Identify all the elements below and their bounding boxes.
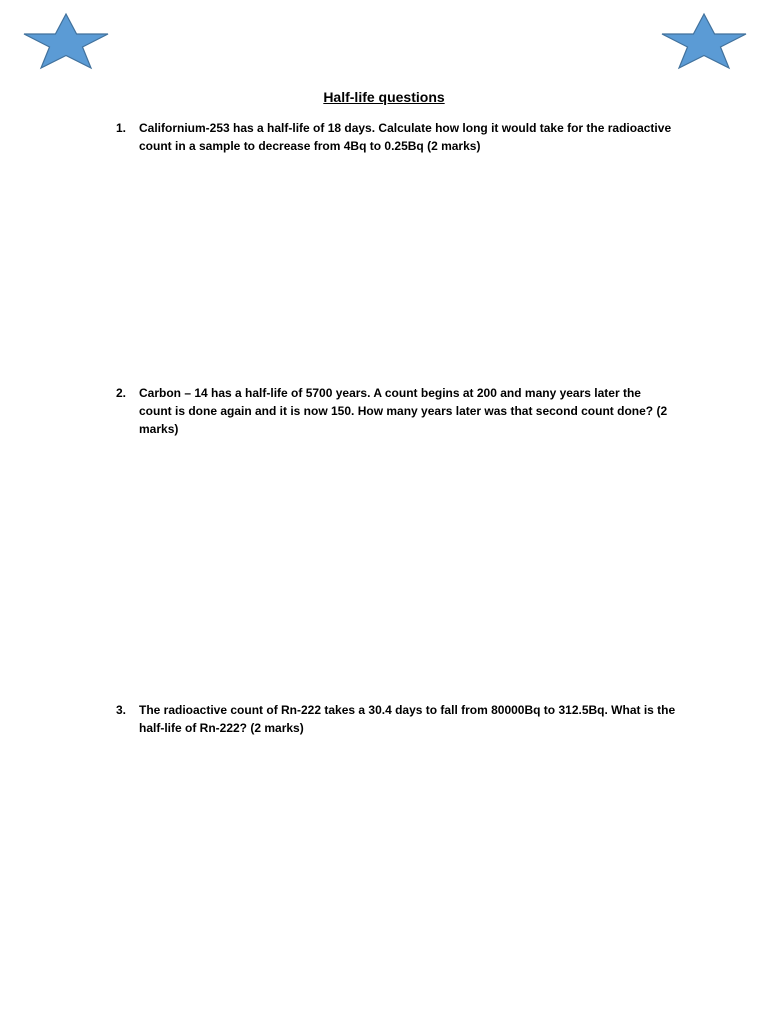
question-item: [116, 119, 676, 155]
question-text: Carbon – 14 has a half-life of 5700 years. A count begins at 200 and many years later the count is done again and it is now 150. How many years later was that second count done? (2 marks): [139, 386, 668, 436]
question-item: [116, 384, 676, 438]
question-text: Californium-253 has a half-life of 18 days. Calculate how long it would take for the radioactive count in a sample to decrease from 4Bq to 0.25Bq (2 marks): [139, 121, 672, 153]
question-number: 2.: [116, 386, 127, 400]
page-title: Half-life questions: [323, 89, 445, 105]
question-number: 1.: [116, 121, 127, 135]
star-icon: [20, 12, 112, 70]
question-text: The radioactive count of Rn-222 takes a 30.4 days to fall from 80000Bq to 312.5Bq. What is the half-life of Rn-222? (2 marks): [139, 703, 676, 735]
star-icon: [658, 12, 750, 70]
question-number: 3.: [116, 703, 127, 717]
question-item: [116, 701, 676, 737]
